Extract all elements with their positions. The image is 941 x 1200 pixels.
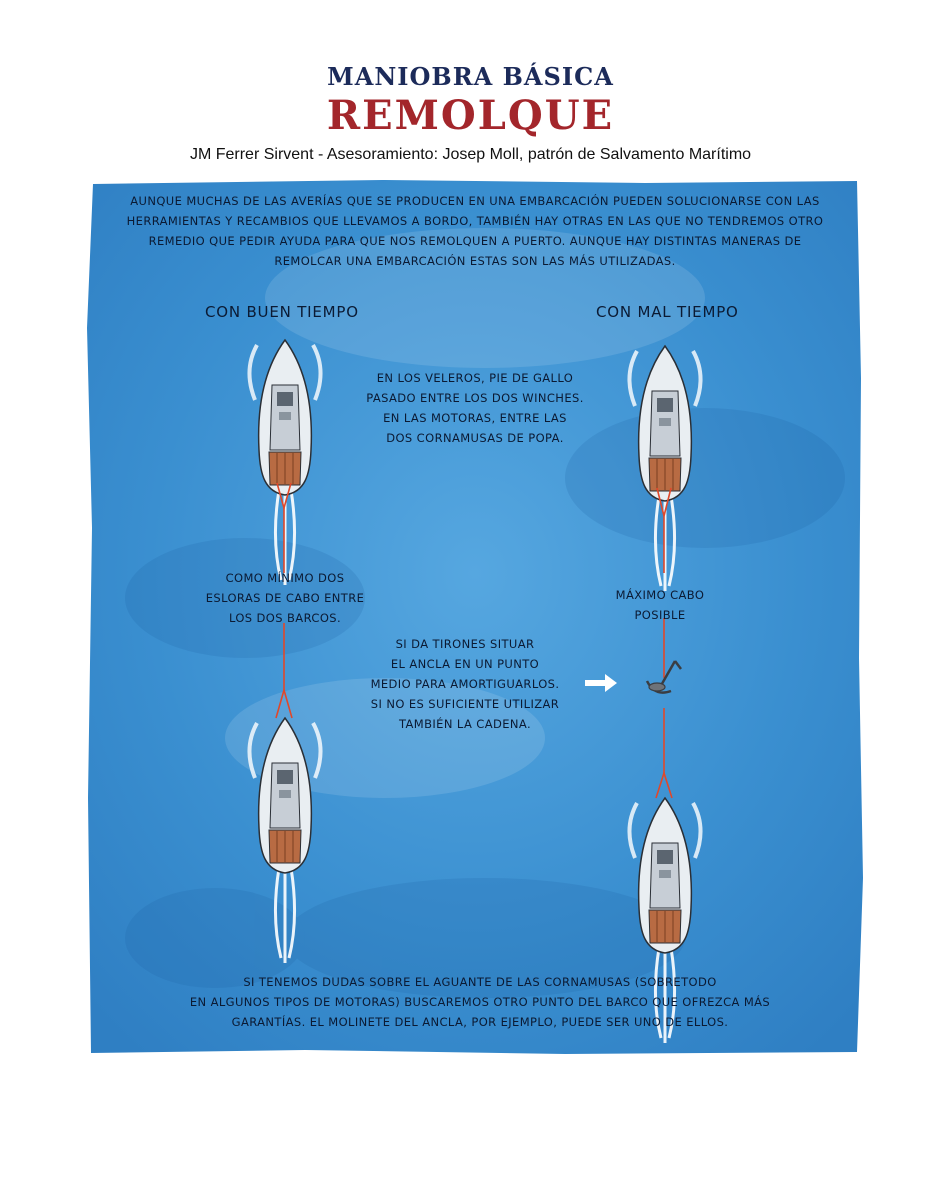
arrow-icon (585, 674, 617, 692)
note-anchor: SI DA TIRONES SITUAR EL ANCLA EN UN PUNTO MEDIO PARA AMORTIGUARLOS. SI NO ES SUFICIENTE UTILIZAR TAMBIÉN LA CADENA. (370, 637, 560, 731)
heading-bad-weather: CON MAL TIEMPO (596, 303, 739, 321)
towed-boat-good-weather (249, 718, 320, 963)
towing-boat-bad-weather (629, 346, 700, 591)
note-bridle: EN LOS VELEROS, PIE DE GALLO PASADO ENTRE LOS DOS WINCHES. EN LAS MOTORAS, ENTRE LAS DOS CORNAMUSAS DE POPA. (366, 371, 584, 445)
byline: JM Ferrer Sirvent - Asesoramiento: Josep Moll, patrón de Salvamento Marítimo (189, 146, 752, 163)
towline-bad-weather (656, 488, 672, 798)
note-max-length: MÁXIMO CABO POSIBLE (615, 588, 705, 622)
towing-boat-good-weather (249, 340, 320, 585)
note-footer: SI TENEMOS DUDAS SOBRE EL AGUANTE DE LAS CORNAMUSAS (SOBRETODO EN ALGUNOS TIPOS DE MOTORAS) BUSCAREMOS OTRO PUNTO DEL BARCO QUE OFREZCA MÁS GARANTÍAS. EL MOLINETE DEL ANCLA, POR EJEMPLO, PUEDE SER UNO DE ELLOS. (189, 975, 771, 1029)
note-min-length: COMO MÍNIMO DOS ESLORAS DE CABO ENTRE LOS DOS BARCOS. (205, 571, 365, 625)
heading-good-weather: CON BUEN TIEMPO (205, 303, 359, 321)
intro-text: AUNQUE MUCHAS DE LAS AVERÍAS QUE SE PRODUCEN EN UNA EMBARCACIÓN PUEDEN SOLUCIONARSE CON LAS HERRAMIENTAS Y RECAMBIOS QUE LLEVAMOS A BORDO, TAMBIÉN HAY OTRAS EN LAS QUE NO TENDREMOS OTRO REMEDIO QUE PEDIR AYUDA PARA QUE NOS REMOLQUEN A PUERTO. AUNQUE HAY DISTINTAS MANERAS DE REMOLCAR UNA EMBARCACIÓN ESTAS SON LAS MÁS UTILIZADAS. (126, 194, 824, 268)
page-title: REMOLQUE (326, 92, 615, 139)
kicker: MANIOBRA BÁSICA (327, 62, 614, 91)
header (0, 0, 941, 175)
